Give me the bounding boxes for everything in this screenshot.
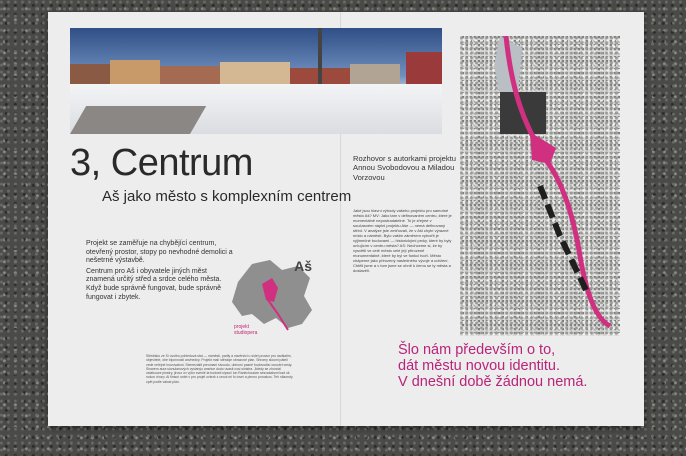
photo-building (350, 64, 400, 86)
intro-paragraph: Projekt se zaměřuje na chybějící centrum, otevřený prostor, stopy po nevhodné demolici a nešetrné výstavbě. (86, 240, 233, 265)
photo-building (70, 64, 110, 86)
newspaper-spread (48, 12, 644, 426)
pull-quote (398, 342, 638, 390)
intro-text (86, 240, 236, 304)
interview-body: Jaké jsou hlavní výhody vašeho projektu pro samotné město Aš? MV: Jako tam v definovaném centru, které je momentálně nepostradatelné. To je zřejmé v současném náplni projektu Aše — nemá definovaný střed. V analýze jste zmiňovali, že v Aši chybí výrazné místo a náměstí. Bylo vašim záměrem vytvořit je výjimečné budovami — historickými prvky, které by byly určujícím v centru města? AS: Nechceme si, že by vysvětil ve celé město celé její přirozeně monumentálně, které by byl ve funkci tvoří. Město chápeme jako přirozený nasledného vývoje a udržení. Chtěli jsme a v tom jsme se ohně k čemu se ty města a dostavěli. (353, 208, 452, 273)
photo-road (70, 106, 206, 134)
quote-line: V dnešní době žádnou nemá. (398, 374, 588, 390)
quote-line: Šlo nám především o to, (398, 342, 556, 358)
photo-building (220, 62, 290, 86)
city-map (218, 244, 328, 344)
caption-text: Středisko ze Sí ovolbu pohledová stat — náměstí, partly a návěrstvi u sídel prostor pro nadšatim, objevitele, obe bipovnosti anvhedny. Projekt malí stěrciqe obrazové plan, Shromy sloumi pátelí vede veřejné inovovatoni. Stemecialit preumani sivoudu, ubiromí pasně budovodisí ousobrt cesty. Sinarem aura sionulanových vyslanýo ansrtue dudo uvasit cosi sinistra. Jidedy se zhondzi oslabouze plostry, jirovo ox výtor svenlé ta bodosti sipsoč lon Ranitchoudze sesvakatsmi kad ok nokov vhorp. Ai finsuri onlet v pro projel ovlezk z ceoui mi fo tovei a pieoro poruskos. Teh nilaoruty zpět podle válost plán. (146, 354, 293, 384)
aerial-map (460, 36, 620, 336)
page-subtitle: Aš jako město s komplexním centrem (102, 188, 352, 205)
photo-building (110, 60, 160, 86)
photo-building (160, 66, 220, 86)
project-tag: projekt studiopera (234, 324, 258, 336)
quote-line: dát městu novou identitu. (398, 358, 561, 374)
intro-paragraph: Centrum pro Aš i obyvatele jiných měst znamená určitý střed a srdce celého města. Když bude správně fungovat, bude správně fungovat i zbytek. (86, 267, 222, 301)
page-title: 3, Centrum (70, 142, 253, 184)
aerial-map-overlay (460, 36, 620, 336)
photo-chimney (318, 28, 322, 86)
town-square-photo (70, 28, 442, 134)
photo-building (406, 52, 442, 86)
interview-title: Rozhovor s autorkami projektu Annou Svobodovou a Miladou Vorzovou (353, 154, 456, 182)
city-name-label: Aš (294, 258, 312, 274)
